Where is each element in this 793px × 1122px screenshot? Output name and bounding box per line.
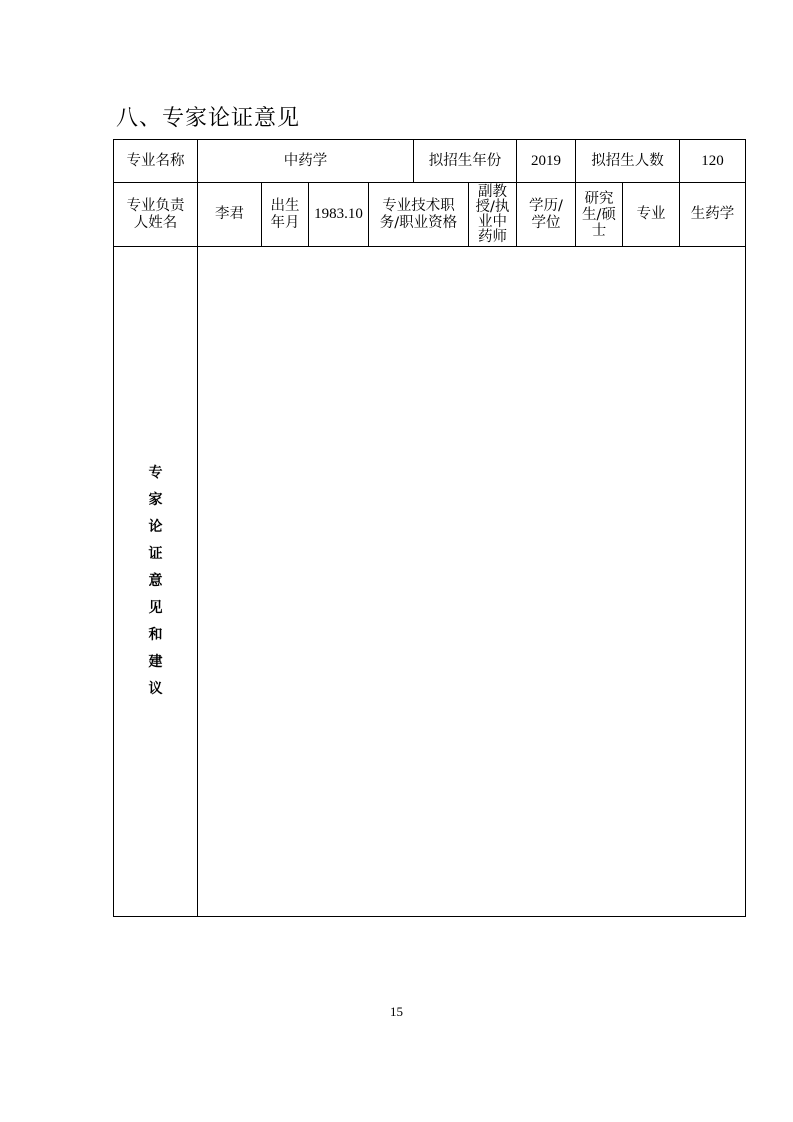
opinion-label-char: 建 [148, 654, 163, 670]
leader-name-label [113, 182, 198, 247]
opinion-label-char: 家 [148, 492, 163, 508]
degree-value-line3: 士 [591, 222, 607, 239]
professional-title-value-line4: 药师 [478, 228, 507, 245]
professional-title-value-line2: 授/执 [475, 198, 510, 215]
major-label [622, 182, 680, 247]
birth-date-value[interactable] [308, 182, 369, 247]
opinion-label-char: 论 [148, 519, 163, 535]
major-name-label [113, 139, 198, 183]
birth-date-label-line2: 年月 [270, 214, 300, 231]
degree-label [516, 182, 576, 247]
opinion-label-char: 和 [148, 627, 163, 643]
major-value-text: 生药学 [690, 206, 735, 222]
expert-opinion-content-area[interactable] [197, 246, 746, 917]
expert-opinion-label [113, 246, 198, 917]
degree-value-line1: 研究 [584, 190, 614, 207]
enroll-count-label [575, 139, 680, 183]
degree-label-line2: 学位 [531, 214, 561, 231]
major-name-value-text: 中药学 [283, 152, 328, 169]
birth-date-label [261, 182, 309, 247]
major-value[interactable] [679, 182, 746, 247]
degree-label-line1: 学历/ [529, 197, 563, 214]
degree-value-line2: 生/硕 [582, 206, 616, 223]
professional-title-value-line1: 副教 [478, 183, 507, 200]
professional-title-label [368, 182, 469, 247]
enroll-year-value-text: 2019 [531, 152, 561, 169]
professional-title-label-line2: 务/职业资格 [379, 214, 458, 231]
enroll-year-label [413, 139, 517, 183]
major-label-text: 专业 [636, 206, 666, 222]
leader-name-label-line2: 人姓名 [133, 214, 178, 231]
leader-name-value[interactable] [197, 182, 262, 247]
page-number: 15 [390, 1004, 403, 1019]
enroll-count-value[interactable] [679, 139, 746, 183]
enroll-year-label-text: 拟招生年份 [428, 152, 502, 169]
opinion-label-char: 见 [148, 600, 163, 616]
opinion-label-char: 意 [148, 573, 163, 589]
enroll-count-value-text: 120 [701, 152, 724, 169]
section-heading: 八、专家论证意见 [116, 106, 301, 131]
enroll-count-label-text: 拟招生人数 [591, 152, 664, 169]
professional-title-label-line1: 专业技术职 [382, 197, 455, 214]
leader-name-value-text: 李君 [215, 206, 244, 222]
professional-title-value[interactable] [468, 182, 517, 247]
opinion-label-char: 专 [148, 465, 163, 481]
opinion-label-char: 证 [148, 546, 163, 562]
opinion-label-char: 议 [148, 681, 163, 697]
birth-date-value-text: 1983.10 [314, 206, 363, 222]
enroll-year-value[interactable] [516, 139, 576, 183]
major-name-value[interactable] [197, 139, 414, 183]
leader-name-label-line1: 专业负责 [126, 197, 185, 214]
birth-date-label-line1: 出生 [270, 197, 300, 214]
professional-title-value-line3: 业中 [478, 213, 507, 230]
major-name-label-text: 专业名称 [126, 152, 185, 169]
degree-value[interactable] [575, 182, 623, 247]
